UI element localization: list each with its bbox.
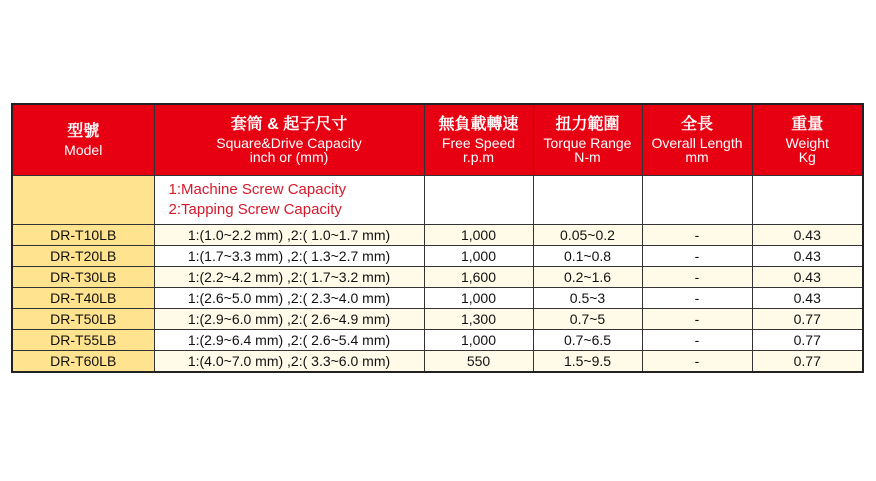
model-cell: DR-T55LB (12, 330, 154, 351)
model-cell: DR-T20LB (12, 246, 154, 267)
note-cell (154, 176, 424, 225)
capacity-cell: 1:(2.6~5.0 mm) ,2:( 2.3~4.0 mm) (154, 288, 424, 309)
torque-cell: 0.2~1.6 (533, 267, 642, 288)
capacity-cell: 1:(2.9~6.4 mm) ,2:( 2.6~5.4 mm) (154, 330, 424, 351)
speed-cell: 1,000 (424, 288, 533, 309)
header-unit: mm (685, 148, 709, 165)
header-unit: inch or (mm) (249, 148, 329, 165)
capacity-cell: 1:(2.9~6.0 mm) ,2:( 2.6~4.9 mm) (154, 309, 424, 330)
header-zh: 扭力範圍 (555, 115, 620, 133)
capacity-cell: 1:(4.0~7.0 mm) ,2:( 3.3~6.0 mm) (154, 351, 424, 373)
length-cell: - (642, 225, 752, 246)
header-en: Square&Drive Capacity (216, 134, 362, 151)
empty-cell (533, 176, 642, 225)
speed-cell: 1,000 (424, 225, 533, 246)
header-unit: N-m (574, 148, 601, 165)
table-row (12, 267, 863, 288)
torque-cell: 0.7~6.5 (533, 330, 642, 351)
model-cell: DR-T10LB (12, 225, 154, 246)
model-cell: DR-T60LB (12, 351, 154, 373)
torque-cell: 0.05~0.2 (533, 225, 642, 246)
header-en: Overall Length (651, 134, 743, 151)
weight-cell: 0.77 (752, 309, 863, 330)
table-row (12, 309, 863, 330)
table-row (12, 246, 863, 267)
empty-cell (424, 176, 533, 225)
table-row (12, 330, 863, 351)
spec-table (11, 103, 864, 373)
header-unit: r.p.m (462, 148, 495, 165)
capacity-cell: 1:(1.7~3.3 mm) ,2:( 1.3~2.7 mm) (154, 246, 424, 267)
header-en: Free Speed (441, 134, 516, 151)
speed-cell: 1,600 (424, 267, 533, 288)
header-zh: 套筒 & 起子尺寸 (230, 115, 348, 133)
header-en: Weight (785, 134, 829, 151)
header-model (12, 104, 154, 176)
length-cell: - (642, 267, 752, 288)
weight-cell: 0.77 (752, 330, 863, 351)
length-cell: - (642, 288, 752, 309)
note-row (12, 176, 863, 225)
note-model-cell (12, 176, 154, 225)
length-cell: - (642, 351, 752, 373)
torque-cell: 0.7~5 (533, 309, 642, 330)
header-speed (424, 104, 533, 176)
model-cell: DR-T30LB (12, 267, 154, 288)
table-row (12, 288, 863, 309)
length-cell: - (642, 246, 752, 267)
length-cell: - (642, 309, 752, 330)
table-row (12, 225, 863, 246)
speed-cell: 1,000 (424, 330, 533, 351)
weight-cell: 0.77 (752, 351, 863, 373)
header-en: Torque Range (543, 134, 632, 151)
header-weight (752, 104, 863, 176)
length-cell: - (642, 330, 752, 351)
speed-cell: 1,000 (424, 246, 533, 267)
header-zh: 重量 (791, 115, 824, 133)
weight-cell: 0.43 (752, 288, 863, 309)
speed-cell: 550 (424, 351, 533, 373)
note-line-1: 1:Machine Screw Capacity (168, 181, 347, 198)
header-zh: 型號 (67, 122, 100, 140)
empty-cell (642, 176, 752, 225)
header-capacity (154, 104, 424, 176)
header-zh: 無負載轉速 (438, 115, 519, 133)
weight-cell: 0.43 (752, 246, 863, 267)
speed-cell: 1,300 (424, 309, 533, 330)
header-en: Model (64, 141, 103, 158)
model-cell: DR-T40LB (12, 288, 154, 309)
header-row (12, 104, 863, 176)
capacity-cell: 1:(2.2~4.2 mm) ,2:( 1.7~3.2 mm) (154, 267, 424, 288)
header-zh: 全長 (680, 115, 713, 133)
header-torque (533, 104, 642, 176)
weight-cell: 0.43 (752, 225, 863, 246)
note-line-2: 2:Tapping Screw Capacity (168, 201, 342, 218)
table-row (12, 351, 863, 373)
torque-cell: 0.5~3 (533, 288, 642, 309)
torque-cell: 0.1~0.8 (533, 246, 642, 267)
empty-cell (752, 176, 863, 225)
header-length (642, 104, 752, 176)
model-cell: DR-T50LB (12, 309, 154, 330)
weight-cell: 0.43 (752, 267, 863, 288)
torque-cell: 1.5~9.5 (533, 351, 642, 373)
header-unit: Kg (798, 148, 816, 165)
capacity-cell: 1:(1.0~2.2 mm) ,2:( 1.0~1.7 mm) (154, 225, 424, 246)
